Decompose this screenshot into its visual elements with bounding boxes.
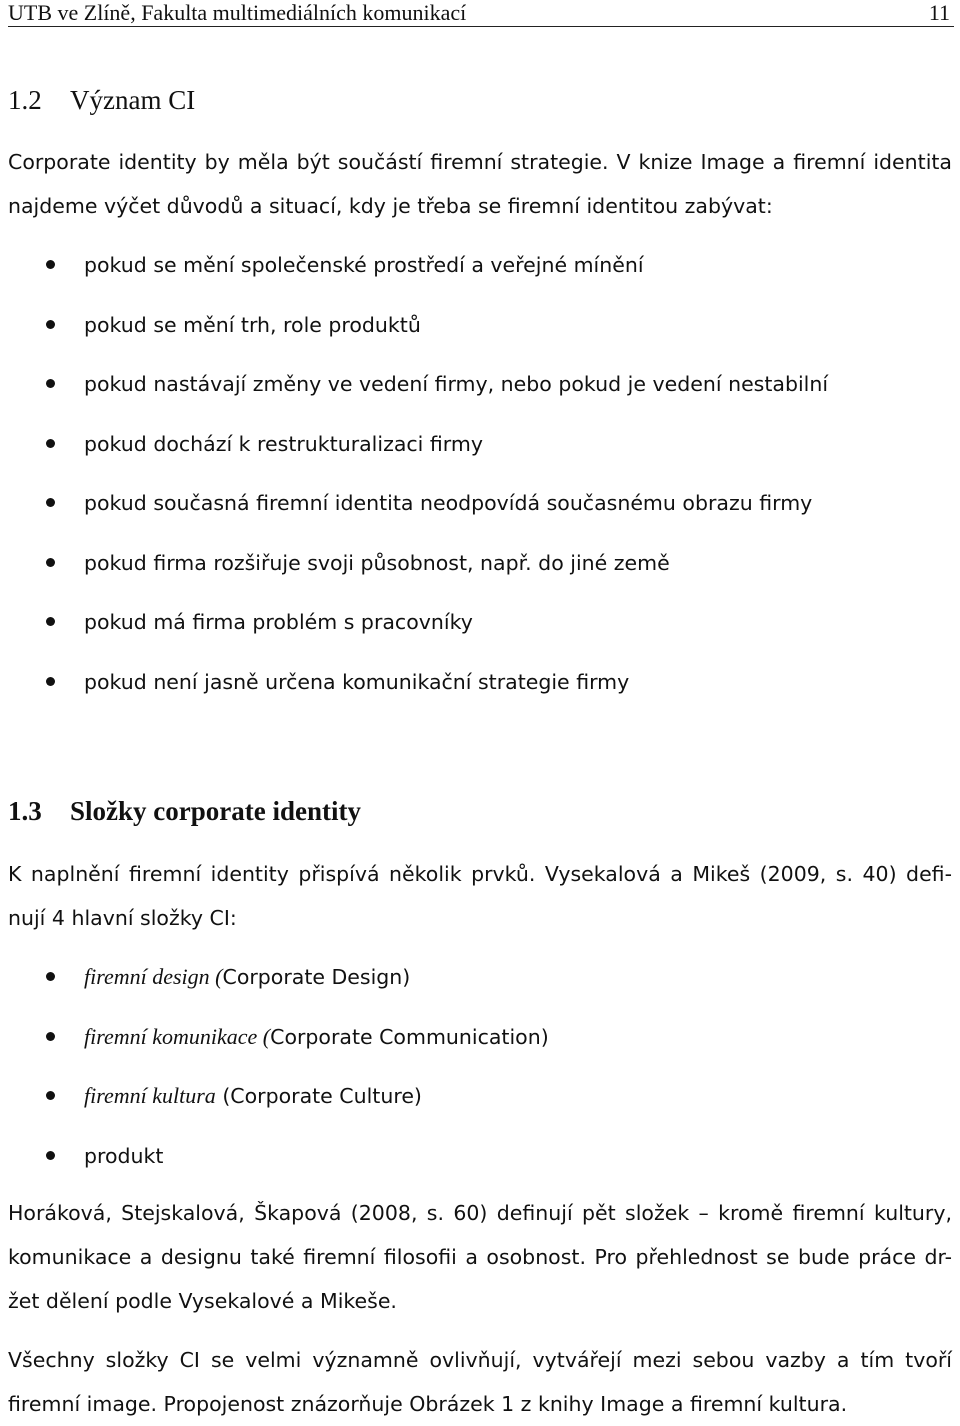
list-item-text: pokud dochází k restrukturalizaci firmy [84,431,483,456]
list-item [0,1081,549,1141]
section-number: 1.2 [8,85,42,115]
paragraph-line: komunikace a designu také firemní filosofii a osobnost. Pro přehlednost se bude práce dr- [8,1245,952,1269]
bullet-icon [46,558,55,567]
bullet-icon [46,260,55,269]
list-item [0,1022,549,1082]
list-item [0,488,828,548]
bullet-icon [46,972,55,981]
list-item [0,250,828,310]
list-item [0,962,549,1022]
bullet-icon [46,677,55,686]
paragraph-five-components [8,1191,952,1323]
list-item-text: pokud se mění trh, role produktů [84,312,421,337]
bullet-icon [46,617,55,626]
list-item [0,369,828,429]
paragraph-line: Všechny složky CI se velmi významně ovlivňují, vytvářejí mezi sebou vazby a tím tvoří [8,1348,952,1372]
bullet-icon [46,1032,55,1041]
paragraph-components-intro [8,852,952,940]
list-item-text: pokud nastávají změny ve vedení firmy, nebo pokud je vedení nestabilní [84,372,829,396]
section-heading-1-2 [8,84,195,116]
paragraph-line: Corporate identity by měla být součástí firemní strategie. V knize Image a firemní identita [8,150,952,174]
paragraph-line: žet dělení podle Vysekalové a Mikeše. [8,1289,397,1313]
list-item-text: pokud má firma problém s pracovníky [84,610,473,634]
bullet-icon [46,498,55,507]
bullet-icon [46,1091,55,1100]
list-item [0,310,828,370]
section-title: Význam CI [70,85,196,115]
list-item-text: produkt [84,1143,164,1168]
list-item-italic: firemní kultura [84,1083,216,1108]
running-header [8,0,954,27]
paragraph-line: Horáková, Stejskalová, Škapová (2008, s. 60) definují pět složek – kromě firemní kultury, [8,1201,952,1225]
list-item [0,548,828,608]
section-number: 1.3 [8,796,42,826]
list-item-text: pokud současná firemní identita neodpovídá současnému obrazu firmy [84,491,813,515]
section-title: Složky corporate identity [70,796,361,826]
list-item-text: pokud se mění společenské prostředí a veřejné mínění [84,253,644,277]
section-heading-1-3 [8,795,361,827]
bullet-icon [46,379,55,388]
paragraph-line: firemní image. Propojenost znázorňuje Obrázek 1 z knihy Image a firemní kultura. [8,1392,848,1416]
list-item-text: pokud není jasně určena komunikační strategie firmy [84,669,630,694]
paragraph-interconnection [8,1338,952,1426]
paragraph-line: najdeme výčet důvodů a situací, kdy je třeba se firemní identitou zabývat: [8,194,773,218]
bullet-icon [46,320,55,329]
list-item [0,667,828,727]
header-title: UTB ve Zlíně, Fakulta multimediálních komunikací [8,0,467,25]
list-item [0,607,828,667]
list-item [0,429,828,489]
reasons-list [0,250,828,726]
components-list [0,962,549,1200]
list-item-text: Corporate Design) [222,965,411,989]
paragraph-intro [8,140,952,228]
list-item-italic: firemní design ( [84,964,223,989]
bullet-icon [46,439,55,448]
list-item-text: (Corporate Culture) [215,1084,422,1108]
list-item-italic: firemní komunikace ( [84,1023,271,1049]
paragraph-line: nují 4 hlavní složky CI: [8,906,237,930]
bullet-icon [46,1151,55,1160]
page-number: 11 [928,0,950,25]
paragraph-line: K naplnění firemní identity přispívá několik prvků. Vysekalová a Mikeš (2009, s. 40) defi- [8,862,952,886]
list-item-text: Corporate Communication) [270,1024,549,1049]
list-item-text: pokud firma rozšiřuje svoji působnost, např. do jiné země [84,550,670,575]
